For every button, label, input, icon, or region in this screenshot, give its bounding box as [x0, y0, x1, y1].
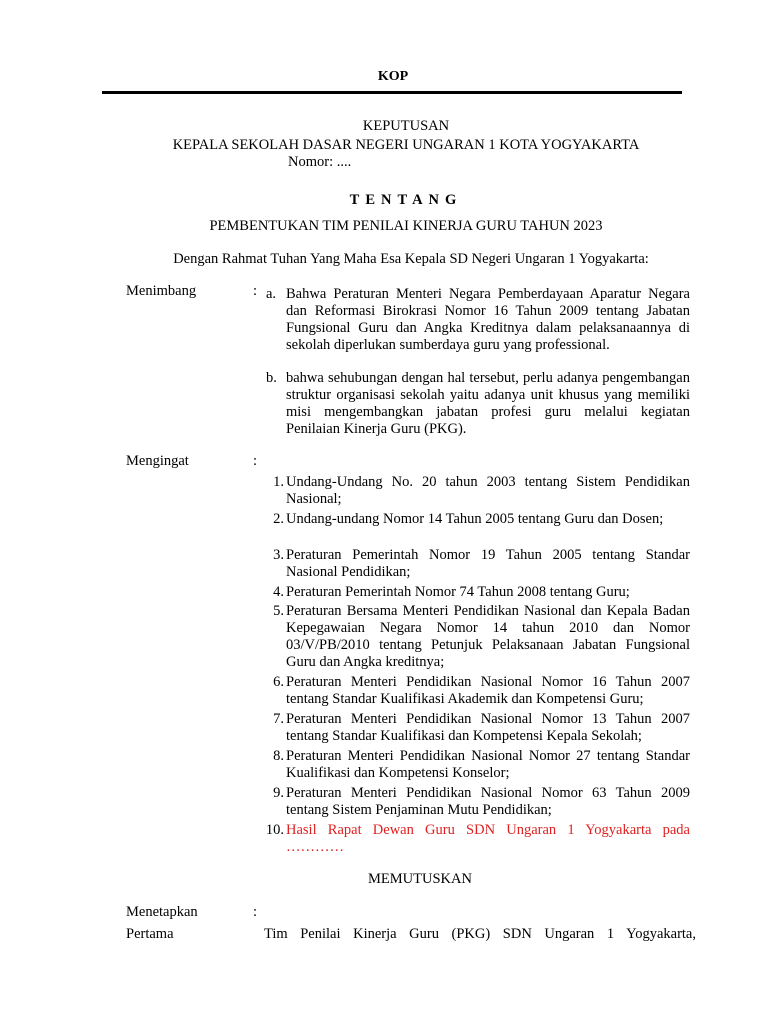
kop-header: KOP [377, 69, 409, 84]
pertama-text: Tim Penilai Kinerja Guru (PKG) SDN Ungaran 1 Yogyakarta, [264, 926, 696, 942]
decree-number: Nomor: .... [288, 154, 352, 170]
mengingat-item [262, 474, 690, 508]
menimbang-item [262, 370, 690, 438]
mengingat-label: Mengingat [126, 453, 189, 469]
item-text: Bahwa Peraturan Menteri Negara Pemberdayaan Aparatur Negara dan Reformasi Birokrasi Nomor 16 Tahun 2009 tentang Jabatan Fungsional Guru dan Angka Kreditnya dalam pelaksanaannya di sekolah diperlukan sumberdaya guru yang professional. [286, 286, 690, 353]
item-marker: 8. [273, 748, 284, 764]
menimbang-label: Menimbang [126, 283, 197, 299]
decree-subject: PEMBENTUKAN TIM PENILAI KINERJA GURU TAHUN 2023 [209, 218, 603, 234]
item-marker: 3. [273, 547, 284, 563]
preamble: Dengan Rahmat Tuhan Yang Maha Esa Kepala SD Negeri Ungaran 1 Yogyakarta: [173, 251, 649, 267]
item-marker: 4. [273, 584, 284, 600]
tentang-heading: TENTANG [349, 192, 463, 208]
menimbang-colon: : [253, 283, 258, 299]
item-marker: a. [266, 286, 277, 302]
mengingat-item [262, 603, 690, 671]
item-text: Undang-undang Nomor 14 Tahun 2005 tentang Guru dan Dosen; [286, 511, 664, 527]
item-marker: 1. [273, 474, 284, 490]
decree-title: KEPUTUSAN [362, 118, 450, 134]
item-text-highlight: Hasil Rapat Dewan Guru SDN Ungaran 1 Yogyakarta pada ………… [286, 822, 690, 855]
mengingat-colon: : [253, 453, 258, 469]
memutuskan-heading: MEMUTUSKAN [368, 871, 472, 887]
item-text: Peraturan Menteri Pendidikan Nasional Nomor 27 tentang Standar Kualifikasi dan Kompetensi Konselor; [286, 748, 690, 781]
mengingat-item [262, 748, 690, 782]
mengingat-item [262, 584, 690, 601]
item-text: Peraturan Pemerintah Nomor 74 Tahun 2008 tentang Guru; [286, 584, 630, 600]
decree-issuer: KEPALA SEKOLAH DASAR NEGERI UNGARAN 1 KOTA YOGYAKARTA [172, 137, 640, 153]
item-marker: 9. [273, 785, 284, 801]
item-text: Peraturan Pemerintah Nomor 19 Tahun 2005 tentang Standar Nasional Pendidikan; [286, 547, 690, 580]
menetapkan-colon: : [253, 904, 258, 920]
item-marker: b. [266, 370, 277, 386]
item-text: Undang-Undang No. 20 tahun 2003 tentang Sistem Pendidikan Nasional; [286, 474, 690, 507]
mengingat-item [262, 511, 690, 528]
item-marker: 2. [273, 511, 284, 527]
mengingat-item [262, 711, 690, 745]
item-text: Peraturan Menteri Pendidikan Nasional Nomor 16 Tahun 2007 tentang Standar Kualifikasi Akademik dan Kompetensi Guru; [286, 674, 690, 707]
menimbang-item [262, 286, 690, 354]
item-text: Peraturan Bersama Menteri Pendidikan Nasional dan Kepala Badan Kepegawaian Negara Nomor 14 tahun 2010 dan Nomor 03/V/PB/2010 tentang Petunjuk Pelaksanaan Jabatan Fungsional Guru dan Angka kreditnya; [286, 603, 690, 670]
item-marker: 6. [273, 674, 284, 690]
item-text: bahwa sehubungan dengan hal tersebut, perlu adanya pengembangan struktur organisasi sekolah yaitu adanya unit khusus yang memiliki misi mengembangkan jabatan profesi guru melalui kegiatan Penilaian Kinerja Guru (PKG). [286, 370, 690, 437]
item-marker: 5. [273, 603, 284, 619]
mengingat-item [262, 785, 690, 819]
item-marker: 10. [265, 822, 284, 838]
item-marker: 7. [273, 711, 284, 727]
header-rule [102, 91, 682, 94]
menetapkan-label: Menetapkan [126, 904, 198, 920]
mengingat-item [262, 674, 690, 708]
mengingat-item [262, 547, 690, 581]
pertama-label: Pertama [126, 926, 174, 942]
item-text: Peraturan Menteri Pendidikan Nasional Nomor 63 Tahun 2009 tentang Sistem Penjaminan Mutu Pendidikan; [286, 785, 690, 818]
mengingat-item [262, 822, 690, 856]
item-text: Peraturan Menteri Pendidikan Nasional Nomor 13 Tahun 2007 tentang Standar Kualifikasi dan Kompetensi Kepala Sekolah; [286, 711, 690, 744]
